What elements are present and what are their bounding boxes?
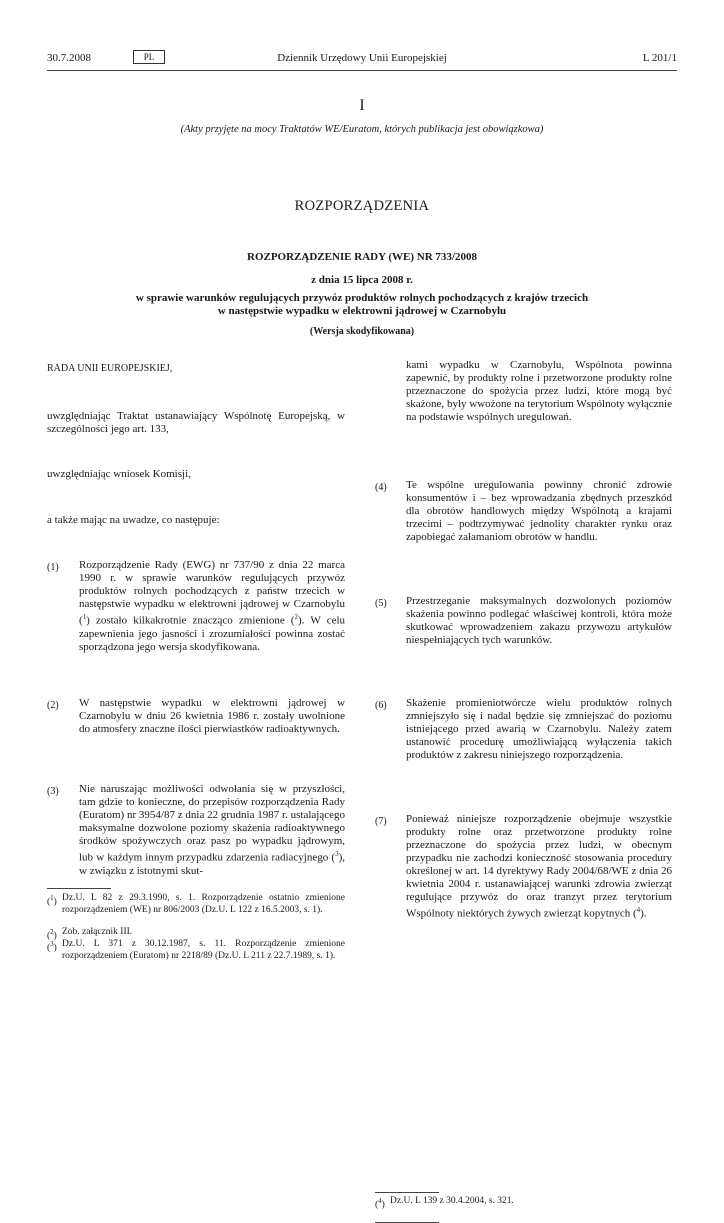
acts-note: (Akty przyjęte na mocy Traktatów WE/Euratom, których publikacja jest obowiązkowa) <box>180 124 544 135</box>
recital-text: Skażenie promieniotwórcze wielu produktów rolnych zmniejszyło się i nadal będzie się zmniejszać do poziomu istniejącego przed awarią w Czarnobylu. Należy zatem ustanowić procedurę umożliwiającą wyłączenia takich produktów z zakresu niniejszego rozporządzenia. <box>406 697 672 761</box>
header-divider <box>47 70 677 71</box>
recital-number: (2) <box>47 700 59 711</box>
council-heading: RADA UNII EUROPEJSKIEJ, <box>47 363 173 374</box>
regulation-number: ROZPORZĄDZENIE RADY (WE) NR 733/2008 <box>247 251 477 263</box>
recital-continuation: kami wypadku w Czarnobylu, Wspólnota powinna zapewnić, by produkty rolne i przetworzone produkty rolne przeznaczone do spożycia przez ludzi, które mogą być skażone, były wwożone na terytorium Wspólnoty wyłącznie na podstawie wspólnych uregulowań. <box>406 359 672 423</box>
recital-number: (1) <box>47 562 59 573</box>
footnote-mark: ($^3$) <box>47 940 57 954</box>
regulation-subject-line-1: w sprawie warunków regulujących przywóz produktów rolnych pochodzących z krajów trzecich <box>135 292 589 304</box>
footnote-mark: ($^4$) <box>375 1197 385 1211</box>
recital-text: Ponieważ niniejsze rozporządzenie obejmuje wszystkie produkty rolne oraz przetworzone produkty rolne przeznaczone do spożycia przez ludzi, w obecnym przypadku nie zachodzi konieczność stosowania procedury określonej w art. 14 dyrektywy Rady 2004/68/WE z dnia 26 kwietnia 2004 r. ustanawiającej warunki zdrowia zwierząt regulujące przywóz do oraz tranzyt przez terytorium Wspólnoty niektórych żywych zwierząt kopytnych ($^4$). <box>406 813 672 920</box>
recital-number: (5) <box>375 598 387 609</box>
footnote-mark: ($^1$) <box>47 894 57 908</box>
recital-text: Te wspólne uregulowania powinny chronić zdrowie konsumentów i – bez wprowadzania zbędnych przeszkód dla obrotów handlowych między Wspólnotą a krajami trzecimi – podtrzymywać jednolity charakter rynku oraz zapobiegać załamaniom obrotów w handlu. <box>406 479 672 543</box>
regulation-date: z dnia 15 lipca 2008 r. <box>311 274 413 286</box>
whereas-intro: a także mając na uwadze, co następuje: <box>47 514 220 526</box>
recital-number: (4) <box>375 482 387 493</box>
footnote-divider <box>47 888 111 889</box>
footnote-text: Dz.U. L 82 z 29.3.1990, s. 1. Rozporządzenie ostatnio zmienione rozporządzeniem (WE) nr 806/2003 (Dz.U. L 122 z 16.5.2003, s. 1). <box>62 893 345 915</box>
recital-text: Nie naruszając możliwości odwołania się w przyszłości, tam gdzie to konieczne, do przepisów rozporządzenia Rady (Euratom) nr 3954/87 z dnia 22 grudnia 1987 r. ustalającego maksymalne dozwolone poziomy skażenia radioaktywnego środków spożywczych oraz pasz po wypadku jądrowym, lub w każdym innym przypadku zdarzenia radiacyjnego ($^3$), w związku z istotnymi skut- <box>79 783 345 877</box>
regulation-subject <box>0 292 724 318</box>
footnote-divider-2 <box>375 1192 439 1193</box>
footnote-mark: ($^2$) <box>47 928 57 942</box>
regulation-subject-line-2: w następstwie wypadku w elektrowni jądrowej w Czarnobylu <box>217 305 507 317</box>
recital-text: Przestrzeganie maksymalnych dozwolonych poziomów skażenia powinno podlegać właściwej kontroli, która może skutkować wprowadzeniem zakazu przywozu artykułów niespełniających tych warunków. <box>406 595 672 646</box>
section-title: ROZPORZĄDZENIA <box>294 198 430 214</box>
footnote-text: Dz.U. L 371 z 30.12.1987, s. 11. Rozporządzenie zmienione rozporządzeniem (Euratom) nr 2218/89 (Dz.U. L 211 z 22.7.1989, s. 1). <box>62 939 345 961</box>
recital-text: W następstwie wypadku w elektrowni jądrowej w Czarnobylu w dniu 26 kwietnia 1986 r. zostały uwolnione do atmosfery znaczne ilości pierwiastków radioaktywnych. <box>79 697 345 735</box>
recital-number: (6) <box>375 700 387 711</box>
journal-reference: L 201/1 <box>642 52 677 64</box>
header-date: 30.7.2008 <box>47 52 91 64</box>
recital-text: Rozporządzenie Rady (EWG) nr 737/90 z dnia 22 marca 1990 r. w sprawie warunków regulujących przywóz produktów rolnych pochodzących z państw trzecich w następstwie wypadku w elektrowni jądrowej w Czarnobylu ($^1$) zostało kilkakrotnie znacząco zmienione ($^2$). W celu zapewnienia jego jasności i zrozumiałości powinna zostać sporządzona jego wersja skodyfikowana. <box>79 559 346 653</box>
footnote-text: Dz.U. L 139 z 30.4.2004, s. 321. <box>390 1196 514 1206</box>
recital-number: (7) <box>375 816 387 827</box>
recital-number: (3) <box>47 786 59 797</box>
part-number: I <box>359 97 365 114</box>
journal-title: Dziennik Urzędowy Unii Europejskiej <box>277 52 447 64</box>
citation-proposal: uwzględniając wniosek Komisji, <box>47 468 191 480</box>
footnote-text: Zob. załącznik III. <box>62 927 133 937</box>
language-badge: PL <box>133 50 165 64</box>
regulation-version: (Wersja skodyfikowana) <box>309 326 415 337</box>
citation-treaty: uwzględniając Traktat ustanawiający Wspólnotę Europejską, w szczególności jego art. 133, <box>47 410 345 435</box>
